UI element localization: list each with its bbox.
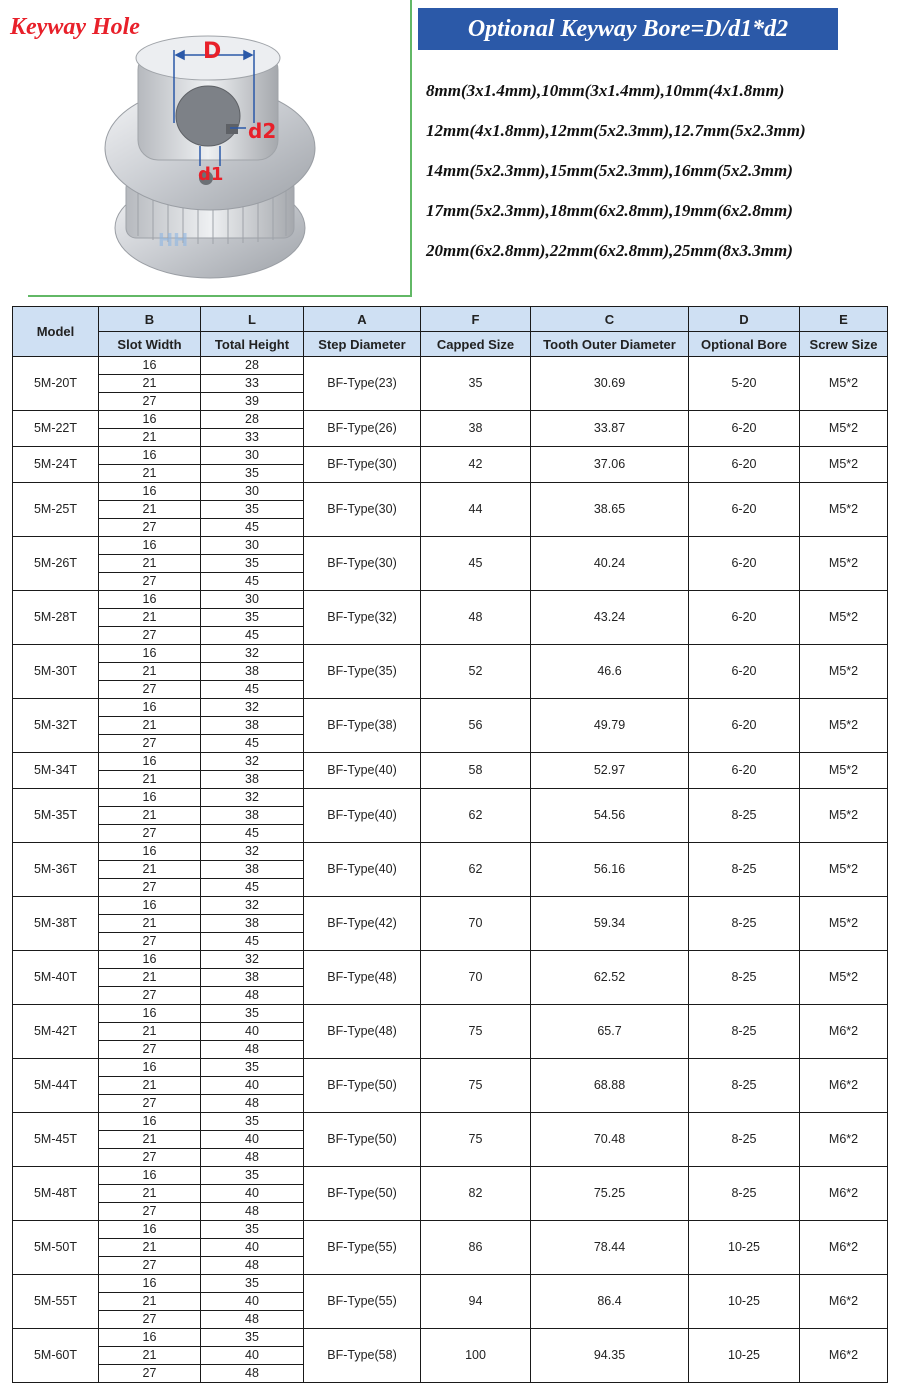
bore-option-line: 12mm(4x1.8mm),12mm(5x2.3mm),12.7mm(5x2.3mm) [426,121,806,140]
step-diameter-cell: BF-Type(50) [304,1167,421,1221]
capped-size-cell: 94 [421,1275,531,1329]
pulley-image [98,28,328,293]
slot-width-cell: 27 [99,393,201,411]
tooth-outer-diameter-cell: 30.69 [531,357,689,411]
table-row [13,591,888,609]
screw-size-cell: M6*2 [800,1059,888,1113]
capped-size-cell: 58 [421,753,531,789]
keyway-bore-banner: Optional Keyway Bore=D/d1*d2 [418,8,838,50]
total-height-cell: 35 [201,1329,304,1347]
header-section [0,0,900,300]
optional-bore-cell: 6-20 [689,537,800,591]
keyway-slot [226,124,238,134]
tooth-outer-diameter-cell: 68.88 [531,1059,689,1113]
table-row [13,447,888,465]
optional-bore-cell: 6-20 [689,753,800,789]
header-letter-f: F [421,307,531,332]
slot-width-cell: 27 [99,1041,201,1059]
total-height-cell: 35 [201,1275,304,1293]
step-diameter-cell: BF-Type(50) [304,1059,421,1113]
step-diameter-cell: BF-Type(35) [304,645,421,699]
step-diameter-cell: BF-Type(40) [304,789,421,843]
capped-size-cell: 70 [421,951,531,1005]
total-height-cell: 35 [201,1167,304,1185]
step-diameter-cell: BF-Type(40) [304,843,421,897]
model-cell: 5M-36T [13,843,99,897]
bore-hole [176,86,240,146]
table-row [13,1113,888,1131]
header-tooth-outer-diameter: Tooth Outer Diameter [531,332,689,357]
optional-bore-cell: 5-20 [689,357,800,411]
header-letter-a: A [304,307,421,332]
bore-option-line: 20mm(6x2.8mm),22mm(6x2.8mm),25mm(8x3.3mm) [426,241,793,260]
total-height-cell: 48 [201,1149,304,1167]
capped-size-cell: 100 [421,1329,531,1383]
total-height-cell: 45 [201,519,304,537]
optional-bore-cell: 8-25 [689,1005,800,1059]
optional-bore-cell: 6-20 [689,591,800,645]
step-diameter-cell: BF-Type(58) [304,1329,421,1383]
step-diameter-cell: BF-Type(55) [304,1275,421,1329]
optional-bore-cell: 8-25 [689,1113,800,1167]
slot-width-cell: 27 [99,573,201,591]
bore-options-list [426,78,806,278]
tooth-outer-diameter-cell: 49.79 [531,699,689,753]
optional-bore-cell: 8-25 [689,789,800,843]
slot-width-cell: 16 [99,897,201,915]
model-cell: 5M-30T [13,645,99,699]
slot-width-cell: 16 [99,1221,201,1239]
optional-bore-cell: 10-25 [689,1221,800,1275]
capped-size-cell: 42 [421,447,531,483]
slot-width-cell: 27 [99,825,201,843]
total-height-cell: 45 [201,573,304,591]
tooth-outer-diameter-cell: 37.06 [531,447,689,483]
total-height-cell: 48 [201,1257,304,1275]
step-diameter-cell: BF-Type(40) [304,753,421,789]
slot-width-cell: 27 [99,1311,201,1329]
table-row [13,951,888,969]
slot-width-cell: 21 [99,1131,201,1149]
step-diameter-cell: BF-Type(50) [304,1113,421,1167]
table-row [13,1221,888,1239]
slot-width-cell: 21 [99,969,201,987]
total-height-cell: 32 [201,753,304,771]
header-letter-c: C [531,307,689,332]
tooth-outer-diameter-cell: 56.16 [531,843,689,897]
watermark-logo: HH [158,230,189,251]
slot-width-cell: 21 [99,501,201,519]
bore-option-line: 17mm(5x2.3mm),18mm(6x2.8mm),19mm(6x2.8mm) [426,201,793,220]
slot-width-cell: 27 [99,987,201,1005]
total-height-cell: 40 [201,1077,304,1095]
slot-width-cell: 16 [99,843,201,861]
green-vertical-divider [410,0,412,297]
total-height-cell: 32 [201,645,304,663]
header-letter-d: D [689,307,800,332]
capped-size-cell: 62 [421,843,531,897]
green-horizontal-divider [28,295,412,297]
slot-width-cell: 21 [99,1185,201,1203]
slot-width-cell: 21 [99,807,201,825]
screw-size-cell: M5*2 [800,591,888,645]
step-diameter-cell: BF-Type(38) [304,699,421,753]
capped-size-cell: 45 [421,537,531,591]
total-height-cell: 28 [201,411,304,429]
screw-size-cell: M5*2 [800,789,888,843]
slot-width-cell: 21 [99,1347,201,1365]
slot-width-cell: 21 [99,555,201,573]
total-height-cell: 48 [201,1365,304,1383]
total-height-cell: 40 [201,1131,304,1149]
header-optional-bore: Optional Bore [689,332,800,357]
step-diameter-cell: BF-Type(26) [304,411,421,447]
total-height-cell: 33 [201,375,304,393]
slot-width-cell: 21 [99,663,201,681]
optional-bore-cell: 10-25 [689,1275,800,1329]
total-height-cell: 48 [201,1203,304,1221]
optional-bore-cell: 8-25 [689,1167,800,1221]
step-diameter-cell: BF-Type(30) [304,537,421,591]
slot-width-cell: 21 [99,717,201,735]
slot-width-cell: 16 [99,591,201,609]
total-height-cell: 30 [201,591,304,609]
slot-width-cell: 21 [99,1293,201,1311]
screw-size-cell: M5*2 [800,753,888,789]
tooth-outer-diameter-cell: 75.25 [531,1167,689,1221]
table-row [13,537,888,555]
header-step-diameter: Step Diameter [304,332,421,357]
total-height-cell: 35 [201,1221,304,1239]
capped-size-cell: 44 [421,483,531,537]
total-height-cell: 38 [201,771,304,789]
total-height-cell: 38 [201,915,304,933]
slot-width-cell: 16 [99,447,201,465]
screw-size-cell: M5*2 [800,447,888,483]
capped-size-cell: 70 [421,897,531,951]
optional-bore-cell: 6-20 [689,645,800,699]
slot-width-cell: 27 [99,933,201,951]
model-cell: 5M-45T [13,1113,99,1167]
total-height-cell: 48 [201,1041,304,1059]
slot-width-cell: 21 [99,465,201,483]
tooth-outer-diameter-cell: 59.34 [531,897,689,951]
capped-size-cell: 75 [421,1059,531,1113]
table-row [13,1275,888,1293]
slot-width-cell: 16 [99,699,201,717]
optional-bore-cell: 8-25 [689,897,800,951]
table-row [13,357,888,375]
tooth-outer-diameter-cell: 46.6 [531,645,689,699]
slot-width-cell: 27 [99,1095,201,1113]
total-height-cell: 48 [201,1311,304,1329]
capped-size-cell: 35 [421,357,531,411]
header-letter-b: B [99,307,201,332]
total-height-cell: 38 [201,807,304,825]
header-model: Model [13,307,99,357]
bore-option-line: 14mm(5x2.3mm),15mm(5x2.3mm),16mm(5x2.3mm) [426,161,793,180]
screw-size-cell: M6*2 [800,1275,888,1329]
step-diameter-cell: BF-Type(30) [304,483,421,537]
model-cell: 5M-40T [13,951,99,1005]
total-height-cell: 30 [201,447,304,465]
screw-size-cell: M6*2 [800,1221,888,1275]
dimension-label-d2: d2 [248,119,277,143]
slot-width-cell: 21 [99,1239,201,1257]
step-diameter-cell: BF-Type(42) [304,897,421,951]
screw-size-cell: M5*2 [800,357,888,411]
slot-width-cell: 21 [99,861,201,879]
total-height-cell: 39 [201,393,304,411]
step-diameter-cell: BF-Type(48) [304,951,421,1005]
tooth-outer-diameter-cell: 86.4 [531,1275,689,1329]
slot-width-cell: 16 [99,411,201,429]
slot-width-cell: 27 [99,735,201,753]
slot-width-cell: 27 [99,1203,201,1221]
total-height-cell: 45 [201,825,304,843]
slot-width-cell: 16 [99,537,201,555]
header-capped-size: Capped Size [421,332,531,357]
total-height-cell: 40 [201,1293,304,1311]
total-height-cell: 35 [201,465,304,483]
tooth-outer-diameter-cell: 78.44 [531,1221,689,1275]
total-height-cell: 32 [201,843,304,861]
model-cell: 5M-28T [13,591,99,645]
model-cell: 5M-55T [13,1275,99,1329]
table-row [13,789,888,807]
model-cell: 5M-25T [13,483,99,537]
total-height-cell: 45 [201,627,304,645]
capped-size-cell: 82 [421,1167,531,1221]
slot-width-cell: 21 [99,1023,201,1041]
screw-size-cell: M5*2 [800,537,888,591]
slot-width-cell: 21 [99,375,201,393]
table-row [13,1329,888,1347]
table-row [13,1059,888,1077]
total-height-cell: 32 [201,951,304,969]
optional-bore-cell: 6-20 [689,411,800,447]
screw-size-cell: M5*2 [800,411,888,447]
total-height-cell: 30 [201,537,304,555]
model-cell: 5M-42T [13,1005,99,1059]
capped-size-cell: 75 [421,1113,531,1167]
slot-width-cell: 16 [99,1005,201,1023]
screw-size-cell: M6*2 [800,1113,888,1167]
slot-width-cell: 27 [99,1149,201,1167]
tooth-outer-diameter-cell: 40.24 [531,537,689,591]
total-height-cell: 28 [201,357,304,375]
optional-bore-cell: 6-20 [689,447,800,483]
tooth-outer-diameter-cell: 62.52 [531,951,689,1005]
spec-table-body [13,357,888,1383]
step-diameter-cell: BF-Type(30) [304,447,421,483]
model-cell: 5M-38T [13,897,99,951]
slot-width-cell: 27 [99,1257,201,1275]
model-cell: 5M-35T [13,789,99,843]
slot-width-cell: 16 [99,483,201,501]
slot-width-cell: 16 [99,1059,201,1077]
total-height-cell: 38 [201,717,304,735]
optional-bore-cell: 8-25 [689,1059,800,1113]
header-total-height: Total Height [201,332,304,357]
dimension-label-d: D [203,39,222,64]
slot-width-cell: 21 [99,1077,201,1095]
capped-size-cell: 75 [421,1005,531,1059]
total-height-cell: 35 [201,501,304,519]
table-row [13,1167,888,1185]
slot-width-cell: 21 [99,915,201,933]
total-height-cell: 45 [201,933,304,951]
table-row [13,1005,888,1023]
total-height-cell: 38 [201,663,304,681]
table-row [13,897,888,915]
screw-size-cell: M6*2 [800,1329,888,1383]
total-height-cell: 32 [201,897,304,915]
total-height-cell: 32 [201,699,304,717]
model-cell: 5M-34T [13,753,99,789]
tooth-outer-diameter-cell: 38.65 [531,483,689,537]
total-height-cell: 38 [201,861,304,879]
slot-width-cell: 27 [99,681,201,699]
step-diameter-cell: BF-Type(48) [304,1005,421,1059]
slot-width-cell: 21 [99,429,201,447]
total-height-cell: 40 [201,1023,304,1041]
slot-width-cell: 27 [99,519,201,537]
total-height-cell: 40 [201,1347,304,1365]
pulley-spec-table [12,306,888,1383]
slot-width-cell: 27 [99,1365,201,1383]
bore-option-line: 8mm(3x1.4mm),10mm(3x1.4mm),10mm(4x1.8mm) [426,81,785,100]
tooth-outer-diameter-cell: 33.87 [531,411,689,447]
table-row [13,699,888,717]
step-diameter-cell: BF-Type(32) [304,591,421,645]
optional-bore-cell: 6-20 [689,483,800,537]
model-cell: 5M-22T [13,411,99,447]
slot-width-cell: 16 [99,789,201,807]
screw-size-cell: M5*2 [800,897,888,951]
optional-bore-cell: 8-25 [689,951,800,1005]
screw-size-cell: M5*2 [800,843,888,897]
table-row [13,483,888,501]
total-height-cell: 33 [201,429,304,447]
tooth-outer-diameter-cell: 65.7 [531,1005,689,1059]
step-diameter-cell: BF-Type(23) [304,357,421,411]
slot-width-cell: 21 [99,609,201,627]
screw-size-cell: M6*2 [800,1005,888,1059]
slot-width-cell: 16 [99,951,201,969]
slot-width-cell: 16 [99,753,201,771]
keyway-hole-title: Keyway Hole [10,14,140,40]
header-letter-l: L [201,307,304,332]
dimension-label-d1: d1 [198,164,224,185]
model-cell: 5M-26T [13,537,99,591]
total-height-cell: 35 [201,609,304,627]
model-cell: 5M-32T [13,699,99,753]
tooth-outer-diameter-cell: 54.56 [531,789,689,843]
total-height-cell: 48 [201,1095,304,1113]
optional-bore-cell: 6-20 [689,699,800,753]
slot-width-cell: 16 [99,1167,201,1185]
screw-size-cell: M5*2 [800,951,888,1005]
model-cell: 5M-60T [13,1329,99,1383]
tooth-outer-diameter-cell: 70.48 [531,1113,689,1167]
slot-width-cell: 27 [99,627,201,645]
table-row [13,411,888,429]
total-height-cell: 35 [201,1005,304,1023]
capped-size-cell: 48 [421,591,531,645]
total-height-cell: 40 [201,1185,304,1203]
step-diameter-cell: BF-Type(55) [304,1221,421,1275]
capped-size-cell: 38 [421,411,531,447]
capped-size-cell: 52 [421,645,531,699]
screw-size-cell: M5*2 [800,645,888,699]
total-height-cell: 45 [201,735,304,753]
capped-size-cell: 56 [421,699,531,753]
total-height-cell: 45 [201,681,304,699]
model-cell: 5M-20T [13,357,99,411]
tooth-outer-diameter-cell: 94.35 [531,1329,689,1383]
model-cell: 5M-50T [13,1221,99,1275]
slot-width-cell: 16 [99,1275,201,1293]
screw-size-cell: M5*2 [800,483,888,537]
screw-size-cell: M6*2 [800,1167,888,1221]
model-cell: 5M-24T [13,447,99,483]
slot-width-cell: 16 [99,1329,201,1347]
total-height-cell: 35 [201,555,304,573]
total-height-cell: 48 [201,987,304,1005]
slot-width-cell: 16 [99,1113,201,1131]
total-height-cell: 40 [201,1239,304,1257]
header-screw-size: Screw Size [800,332,888,357]
optional-bore-cell: 10-25 [689,1329,800,1383]
capped-size-cell: 86 [421,1221,531,1275]
table-row [13,753,888,771]
total-height-cell: 35 [201,1113,304,1131]
slot-width-cell: 16 [99,645,201,663]
slot-width-cell: 21 [99,771,201,789]
header-letter-e: E [800,307,888,332]
slot-width-cell: 16 [99,357,201,375]
total-height-cell: 32 [201,789,304,807]
total-height-cell: 45 [201,879,304,897]
optional-bore-cell: 8-25 [689,843,800,897]
tooth-outer-diameter-cell: 52.97 [531,753,689,789]
table-row [13,645,888,663]
total-height-cell: 38 [201,969,304,987]
capped-size-cell: 62 [421,789,531,843]
table-row [13,843,888,861]
header-slot-width: Slot Width [99,332,201,357]
total-height-cell: 35 [201,1059,304,1077]
model-cell: 5M-48T [13,1167,99,1221]
tooth-outer-diameter-cell: 43.24 [531,591,689,645]
model-cell: 5M-44T [13,1059,99,1113]
screw-size-cell: M5*2 [800,699,888,753]
slot-width-cell: 27 [99,879,201,897]
total-height-cell: 30 [201,483,304,501]
